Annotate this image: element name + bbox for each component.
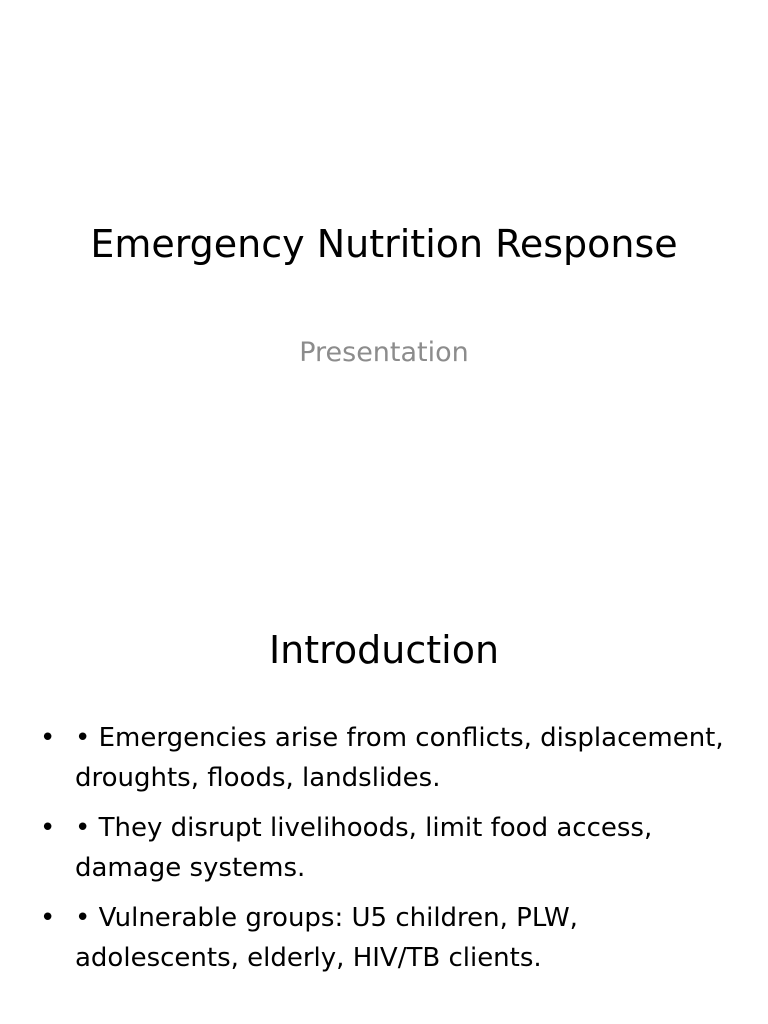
list-item <box>40 718 740 798</box>
introduction-slide <box>0 576 768 1024</box>
bullet-text: • Emergencies arise from conflicts, displacement, droughts, floods, landslides. <box>75 723 724 793</box>
slide-subtitle: Presentation <box>299 337 469 368</box>
bullet-list <box>40 718 740 988</box>
slide-title: Emergency Nutrition Response <box>90 222 678 266</box>
bullet-text: • Vulnerable groups: U5 children, PLW, adolescents, elderly, HIV/TB clients. <box>75 903 578 973</box>
list-item <box>40 808 740 888</box>
bullet-icon: • <box>40 903 56 933</box>
list-item <box>40 898 740 978</box>
bullet-icon: • <box>40 723 56 753</box>
bullet-icon: • <box>40 813 56 843</box>
slide-title: Introduction <box>268 628 500 672</box>
bullet-text: • They disrupt livelihoods, limit food access, damage systems. <box>75 813 653 883</box>
